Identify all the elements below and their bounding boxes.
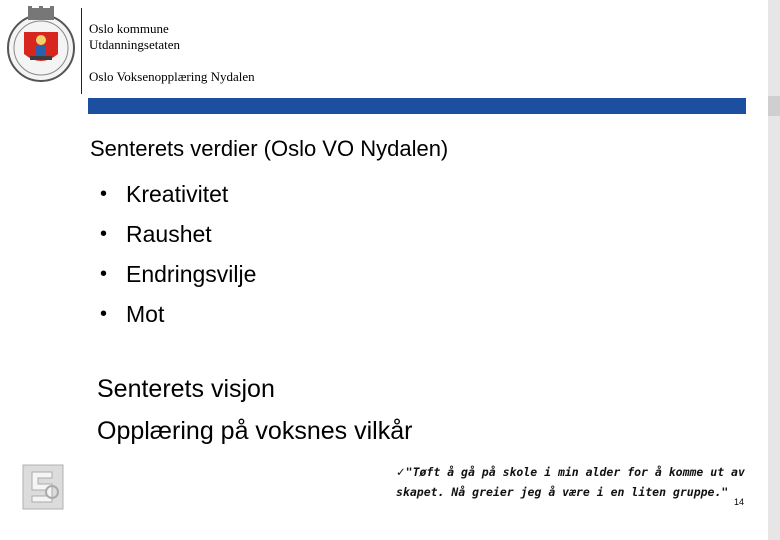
scrollbar-thumb[interactable] [768,96,780,116]
bullet-icon: • [100,223,108,245]
list-item [100,174,256,214]
value-label: Endringsvilje [126,261,257,287]
vision-text: Opplæring på voksnes vilkår [97,417,413,445]
oslo-coat-of-arms-icon [6,4,76,86]
bullet-icon: • [100,183,108,205]
value-label: Raushet [126,221,212,247]
vision-heading: Senterets visjon [97,375,275,403]
department-name: Utdanningsetaten [89,37,180,52]
header-accent-bar [88,98,746,114]
unit-name: Oslo Voksenopplæring Nydalen [89,69,255,84]
list-item [100,294,256,334]
checkmark-icon: ✓ [396,465,406,479]
slide-title: Senterets verdier (Oslo VO Nydalen) [90,136,449,161]
page-number: 14 [734,497,745,507]
org-name: Oslo kommune [89,21,169,36]
list-item [100,214,256,254]
value-label: Kreativitet [126,181,229,207]
student-quote [396,462,762,502]
bullet-icon: • [100,263,108,285]
values-list [100,174,256,334]
list-item [100,254,256,294]
vertical-scrollbar[interactable] [768,0,780,540]
bullet-icon: • [100,303,108,325]
quote-text: "Tøft å gå på skole i min alder for å komme ut av skapet. Nå greier jeg å være i en liten gruppe." [396,465,745,499]
oslo-emblem-icon [22,464,64,510]
value-label: Mot [126,301,165,327]
header-divider [81,8,82,94]
